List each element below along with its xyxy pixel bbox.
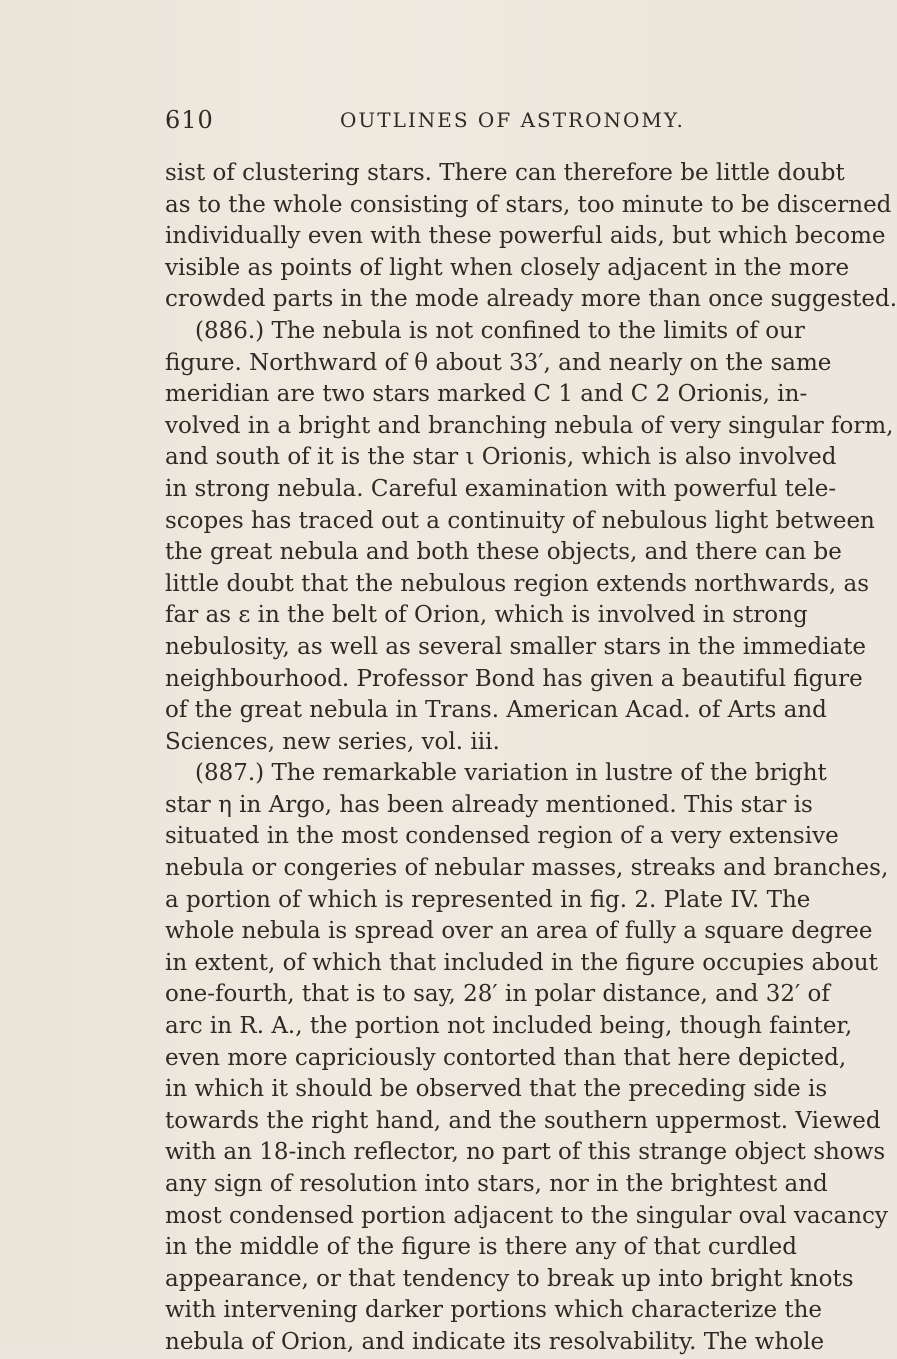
text-line: and south of it is the star ι Orionis, which is also involved bbox=[165, 444, 837, 471]
text-line: Sciences, new series, vol. iii. bbox=[165, 728, 500, 755]
text-line: neighbourhood. Professor Bond has given a beautiful figure bbox=[165, 665, 863, 692]
text-line: nebula of Orion, and indicate its resolvability. The whole bbox=[165, 1328, 825, 1355]
text-line: of the great nebula in Trans. American Acad. of Arts and bbox=[165, 697, 827, 724]
page-header bbox=[165, 106, 705, 138]
body-text bbox=[165, 158, 897, 1359]
text-line: arc in R. A., the portion not included being, though fainter, bbox=[165, 1013, 853, 1040]
text-line: meridian are two stars marked C 1 and C 2 Orionis, in- bbox=[165, 381, 808, 408]
text-line: any sign of resolution into stars, nor in the brightest and bbox=[165, 1171, 828, 1197]
text-line: with an 18-inch reflector, no part of this strange object shows bbox=[165, 1139, 886, 1166]
text-line: whole nebula is spread over an area of fully a square degree bbox=[165, 918, 873, 945]
text-line: star η in Argo, has been already mentioned. This star is bbox=[165, 791, 813, 818]
text-line: in strong nebula. Careful examination with powerful tele- bbox=[165, 475, 837, 502]
text-line: the great nebula and both these objects, and there can be bbox=[165, 539, 842, 566]
text-line: in the middle of the figure is there any of that curdled bbox=[165, 1234, 797, 1261]
text-line: as to the whole consisting of stars, too minute to be discerned bbox=[165, 191, 892, 218]
text-line: even more capriciously contorted than that here depicted, bbox=[165, 1044, 847, 1071]
text-line: a portion of which is represented in fig. 2. Plate IV. The bbox=[165, 886, 811, 913]
running-head: OUTLINES OF ASTRONOMY. bbox=[340, 108, 685, 132]
text-line: appearance, or that tendency to break up into bright knots bbox=[165, 1265, 854, 1292]
text-line: individually even with these powerful aids, but which become bbox=[165, 223, 886, 250]
text-line: with intervening darker portions which characterize the bbox=[165, 1297, 823, 1324]
paragraph-886-start: (886.) The nebula is not confined to the limits of our bbox=[195, 317, 805, 344]
paragraph-887-start: (887.) The remarkable variation in lustre of the bright bbox=[195, 760, 827, 787]
text-line: nebulosity, as well as several smaller stars in the immediate bbox=[165, 633, 867, 660]
text-line: crowded parts in the mode already more than once suggested. bbox=[165, 286, 897, 313]
text-line: nebula or congeries of nebular masses, streaks and branches, bbox=[165, 855, 889, 882]
text-line: in which it should be observed that the preceding side is bbox=[165, 1076, 828, 1103]
text-line: volved in a bright and branching nebula of very singular form, bbox=[165, 412, 894, 439]
text-line: situated in the most condensed region of a very extensive bbox=[165, 823, 839, 850]
page-number: 610 bbox=[165, 106, 214, 134]
text-line: most condensed portion adjacent to the singular oval vacancy bbox=[165, 1202, 888, 1229]
text-line: towards the right hand, and the southern uppermost. Viewed bbox=[165, 1107, 881, 1134]
text-line: visible as points of light when closely adjacent in the more bbox=[165, 254, 850, 281]
text-line: little doubt that the nebulous region extends northwards, as bbox=[165, 570, 870, 597]
text-line: far as ε in the belt of Orion, which is involved in strong bbox=[165, 602, 808, 629]
text-line: one-fourth, that is to say, 28′ in polar distance, and 32′ of bbox=[165, 981, 830, 1008]
text-line: sist of clustering stars. There can therefore be little doubt bbox=[165, 160, 845, 186]
text-line: figure. Northward of θ about 33′, and nearly on the same bbox=[165, 349, 832, 376]
text-line: in extent, of which that included in the figure occupies about bbox=[165, 949, 878, 976]
text-line: scopes has traced out a continuity of nebulous light between bbox=[165, 507, 875, 534]
